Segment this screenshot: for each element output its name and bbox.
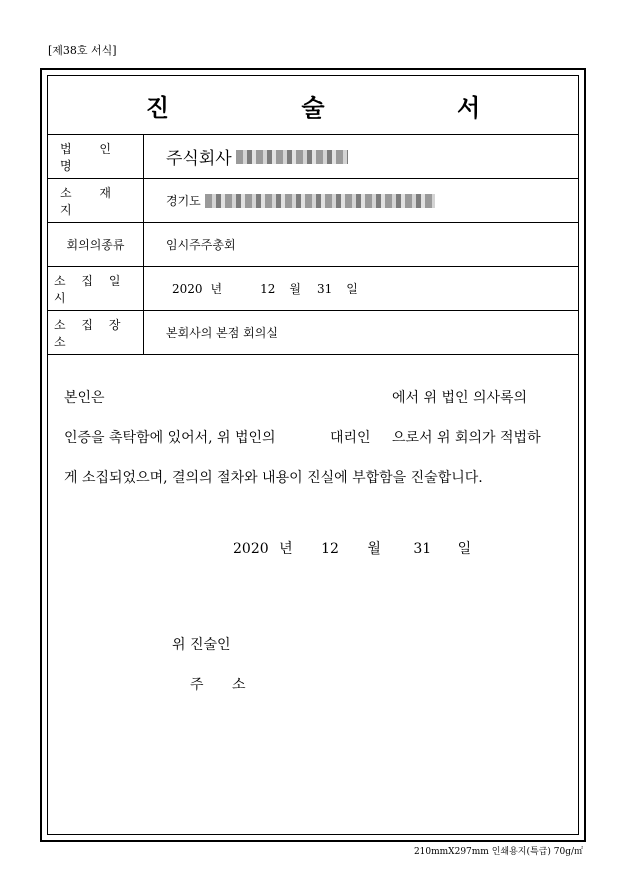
row-meeting-datetime [48, 267, 578, 311]
form-inner-border [47, 75, 579, 835]
label-meeting-place: 소 집 장 소 [48, 311, 144, 354]
sig-year-unit: 년 [279, 541, 293, 557]
label-meeting-type: 회의의종류 [48, 223, 144, 266]
value-meeting-type: 임시주주총회 [166, 238, 236, 252]
row-meeting-type [48, 223, 578, 267]
sig-year: 2020 [233, 541, 269, 557]
body-line2-end: 으로서 위 회의가 적법하 [392, 430, 541, 446]
meeting-month: 12 [260, 281, 276, 296]
value-meeting-place: 본회사의 본점 회의실 [166, 326, 278, 340]
value-location [144, 179, 578, 222]
meeting-year-unit: 년 [210, 282, 223, 296]
label-location: 소 재 지 [48, 179, 144, 222]
redacted-location [205, 194, 435, 208]
form-outer-border [40, 68, 586, 842]
sig-day: 31 [413, 541, 432, 557]
corporation-name-text: 주식회사 [166, 149, 232, 169]
meeting-year: 2020 [172, 281, 203, 296]
signer-label: 위 진술인 [172, 637, 231, 653]
title-row [48, 76, 578, 135]
meeting-month-unit: 월 [289, 282, 302, 296]
body-line2-start: 인증을 촉탁함에 있어서, 위 법인의 [64, 430, 276, 446]
body-line1-start: 본인은 [64, 390, 105, 406]
label-corporation-name: 법 인 명 [48, 135, 144, 178]
redacted-corporation-name [236, 150, 348, 164]
body-line1-end: 에서 위 법인 의사록의 [392, 390, 528, 406]
row-meeting-place [48, 311, 578, 355]
body-line3: 게 소집되었으며, 결의의 절차와 내용이 진실에 부합함을 진술합니다. [64, 470, 483, 486]
value-corporation-name [144, 135, 578, 178]
document-title: 진 술 서 [145, 92, 543, 122]
sig-month-unit: 월 [367, 541, 381, 557]
location-text: 경기도 [166, 194, 201, 208]
address-label: 주 소 [190, 677, 258, 693]
signature-date [233, 538, 471, 558]
label-meeting-datetime: 소 집 일 시 [48, 267, 144, 310]
meeting-day: 31 [317, 281, 333, 296]
form-number: [제38호 서식] [48, 44, 117, 57]
value-meeting-datetime [144, 267, 578, 310]
paper-spec-footer: 210mmX297mm 인쇄용지(특급) 70g/㎡ [413, 847, 583, 857]
sig-month: 12 [321, 541, 339, 557]
sig-day-unit: 일 [457, 541, 472, 557]
row-corporation-name [48, 135, 578, 179]
meeting-day-unit: 일 [346, 282, 358, 296]
row-location [48, 179, 578, 223]
body-line2-role: 대리인 [330, 430, 371, 446]
